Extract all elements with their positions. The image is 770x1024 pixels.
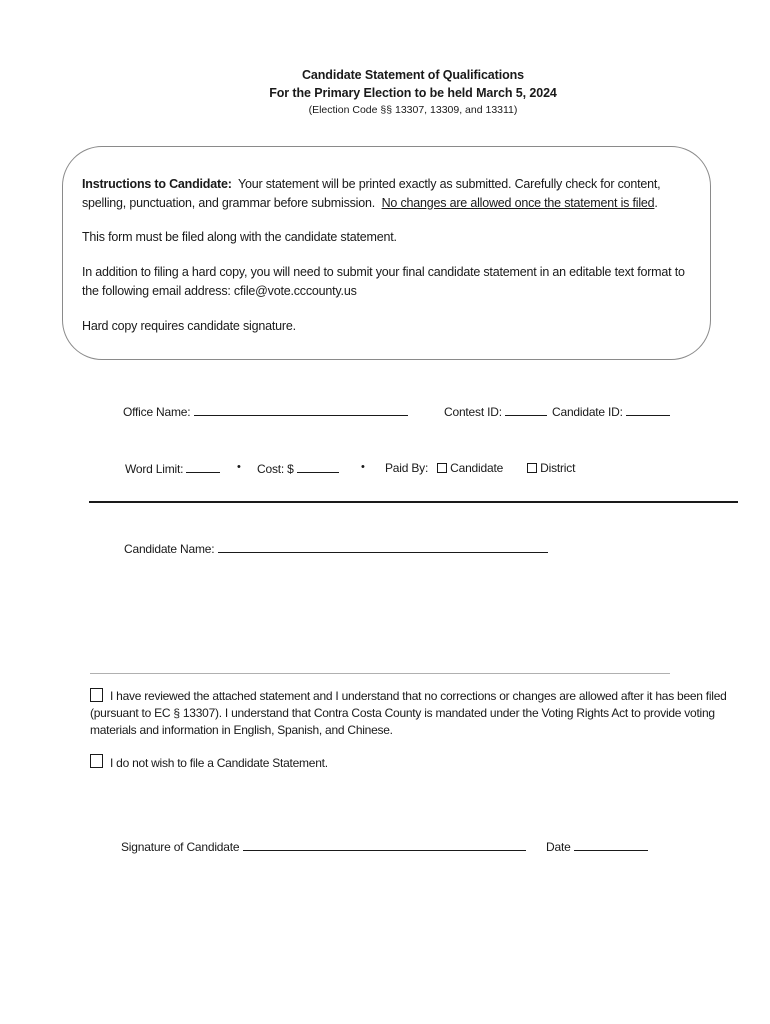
district-checkbox[interactable] [527,463,537,473]
instructions-period: . [654,195,658,210]
contest-id-field [444,404,547,419]
candidate-name-field [124,541,548,556]
signature-label: Signature of Candidate [121,840,240,854]
district-option-label: District [540,461,576,475]
contest-id-label: Contest ID: [444,405,502,419]
word-limit-input[interactable] [186,461,220,473]
decline-statement-text: I do not wish to file a Candidate Statement. [110,756,328,770]
paid-by-label: Paid By: [385,461,429,475]
candidate-name-input[interactable] [218,541,548,553]
candidate-id-label: Candidate ID: [552,405,623,419]
candidate-id-input[interactable] [626,404,670,416]
word-limit-field [125,461,220,476]
office-name-field [123,404,408,419]
candidate-option-label: Candidate [450,461,504,475]
section-divider-thin [90,673,670,674]
instructions-heading: Instructions to Candidate: [82,177,232,191]
signature-field [121,839,526,854]
form-title-election: For the Primary Election to be held March 5, 2024 [269,86,557,100]
section-divider [89,501,738,503]
date-label: Date [546,840,571,854]
date-input[interactable] [574,839,648,851]
currency-symbol: $ [287,462,294,476]
candidate-checkbox[interactable] [437,463,447,473]
date-field [546,839,648,854]
cost-label: Cost: [257,462,285,476]
paid-by-candidate-option[interactable] [437,461,503,475]
instructions-text: Your statement will be printed exactly as submitted. Carefully check for content, spelling, punctuation, and grammar before submission. [82,177,661,210]
candidate-name-label: Candidate Name: [124,542,215,556]
election-code-subtitle: (Election Code §§ 13307, 13309, and 13311) [308,104,518,116]
no-changes-notice: No changes are allowed once the statement is filed [381,195,655,210]
office-name-label: Office Name: [123,405,191,419]
signature-input[interactable] [243,839,526,851]
separator-bullet: • [237,461,241,473]
instructions-paragraph-2: This form must be filed along with the candidate statement. [82,230,397,244]
form-title: Candidate Statement of Qualifications [301,68,525,82]
office-name-input[interactable] [194,404,408,416]
cost-input[interactable] [297,461,339,473]
candidate-id-field [552,404,670,419]
instructions-paragraph-4: Hard copy requires candidate signature. [82,319,296,333]
word-limit-label: Word Limit: [125,462,184,476]
review-statement-text: I have reviewed the attached statement and I understand that no corrections or changes are allowed after it has been filed (pursuant to EC § 13307). I understand that Contra Costa County is mandated under the Voting Rights Act to provide voting materials and information in English, Spanish, and Chinese. [90,689,727,737]
decline-statement-checkbox[interactable] [90,754,103,768]
contest-id-input[interactable] [505,404,547,416]
instructions-paragraph-3: In addition to filing a hard copy, you will need to submit your final candidate statement in an editable text format to the following email address: cfile@vote.cccounty.us [82,265,685,298]
separator-bullet: • [361,461,365,473]
instructions-paragraph-1 [82,175,702,212]
cost-field [257,461,339,476]
paid-by-district-option[interactable] [527,461,575,475]
